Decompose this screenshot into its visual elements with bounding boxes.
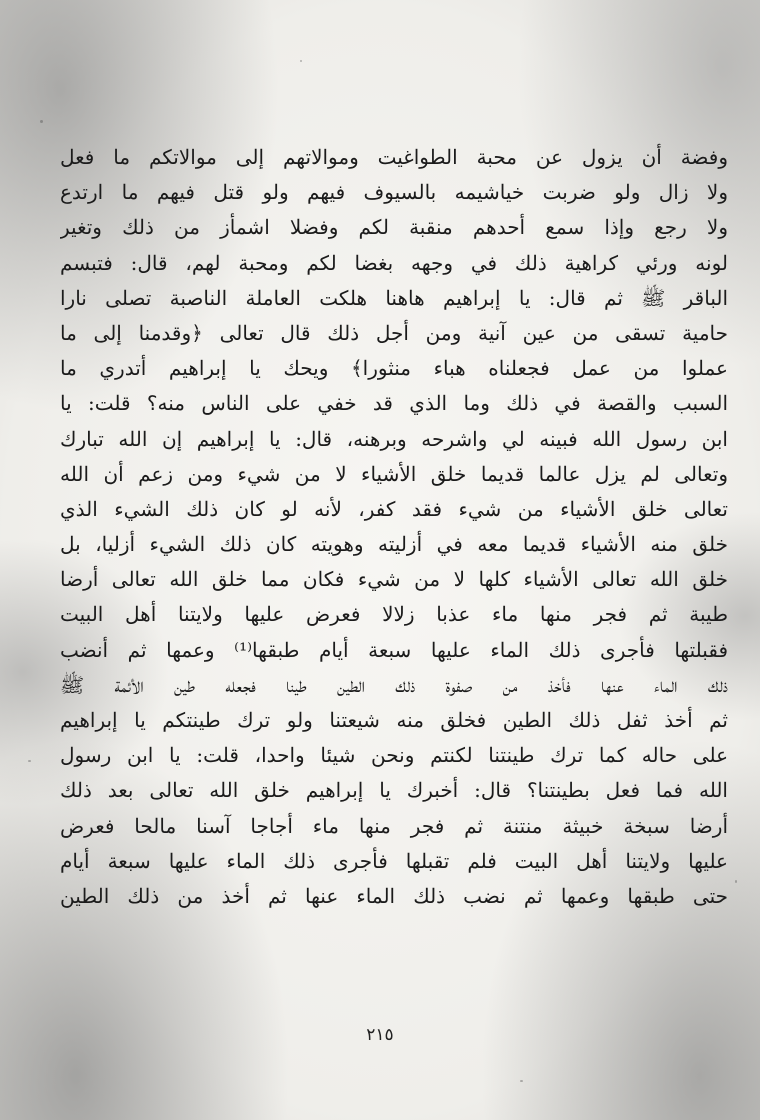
text-line: وفضة أن يزول عن محبة الطواغيت وموالاتهم إلى موالاتكم ما فعل (60, 145, 728, 169)
page-number: ٢١٥ (366, 1025, 394, 1045)
text-line: ثم أخذ ثفل ذلك الطين فخلق منه شيعتنا ولو ترك طينتكم يا إبراهيم (60, 708, 728, 732)
text-line: ولا زال ولو ضربت خياشيمه بالسيوف فيهم ولو قتل فيهم ما ارتدع (60, 180, 728, 205)
scan-speck (40, 120, 43, 123)
text-line: خلق منه الأشياء قديما معه في أزليته وهويته كان ذلك الشيء أزليا، بل (60, 532, 728, 557)
text-line: عملوا من عمل فجعلناه هباء منثورا﴾ ويحك يا إبراهيم أتدري ما (60, 356, 728, 381)
text-line: وتعالى لم يزل عالما قديما خلق الأشياء لا من شيء ومن زعم أن الله (60, 461, 728, 486)
scan-speck (735, 880, 737, 883)
text-line: تعالى خلق الأشياء من شيء فقد كفر، لأنه لو كان ذلك الشيء الذي (60, 496, 728, 521)
text-line: ذلك الماء عنها فأخذ من صفوة ذلك الطين طينا فجعله طين الأئمة ﷺ (60, 672, 728, 697)
text-line: طيبة ثم فجر منها ماء عذبا زلالا فعرض عليها ولايتنا أهل البيت (60, 602, 728, 627)
text-line: الباقر ﷺ ثم قال: يا إبراهيم هاهنا هلكت العاملة الناصبة تصلى نارا (60, 285, 728, 310)
scan-speck (300, 60, 302, 62)
text-line: الله فما فعل بطينتنا؟ قال: أخبرك يا إبراهيم خلق الله تعالى بعد ذلك (60, 778, 728, 803)
scan-speck (28, 760, 31, 762)
text-line: على حاله كما ترك طينتنا لكنتم ونحن شيئا واحدا، قلت: يا ابن رسول (60, 743, 728, 768)
text-line: أرضا سبخة خبيثة منتنة ثم فجر منها ماء أجاجا آسنا مالحا فعرض (60, 813, 728, 838)
body-text (60, 140, 728, 914)
text-line: لونه ورئي كراهية ذلك في وجهه بغضا لكم ومحبة لهم، قال: فتبسم (60, 250, 728, 275)
scan-speck (520, 1080, 523, 1082)
text-line: ولا رجع وإذا سمع أحدهم منقبة لكم وفضلا اشمأز من ذلك وتغير (60, 215, 728, 240)
text-line: حتى طبقها وعمها ثم نضب ذلك الماء عنها ثم أخذ من ذلك الطين (60, 883, 728, 908)
text-line: حامية تسقى من عين آنية ومن أجل ذلك قال تعالى ﴿وقدمنا إلى ما (60, 320, 728, 345)
text-line: السبب والقصة في ذلك وما الذي قد خفي على الناس منه؟ قلت: يا (60, 391, 728, 416)
text-line: خلق الله تعالى الأشياء كلها لا من شيء فكان مما خلق الله تعالى أرضا (60, 567, 728, 592)
text-line: عليها ولايتنا أهل البيت فلم تقبلها فأجرى ذلك الماء عليها سبعة أيام (60, 848, 728, 873)
text-line: فقبلتها فأجرى ذلك الماء عليها سبعة أيام طبقها⁽¹⁾ وعمها ثم أنضب (60, 637, 728, 662)
text-line: ابن رسول الله فبينه لي واشرحه وبرهنه، قال: يا إبراهيم إن الله تبارك (60, 426, 728, 451)
